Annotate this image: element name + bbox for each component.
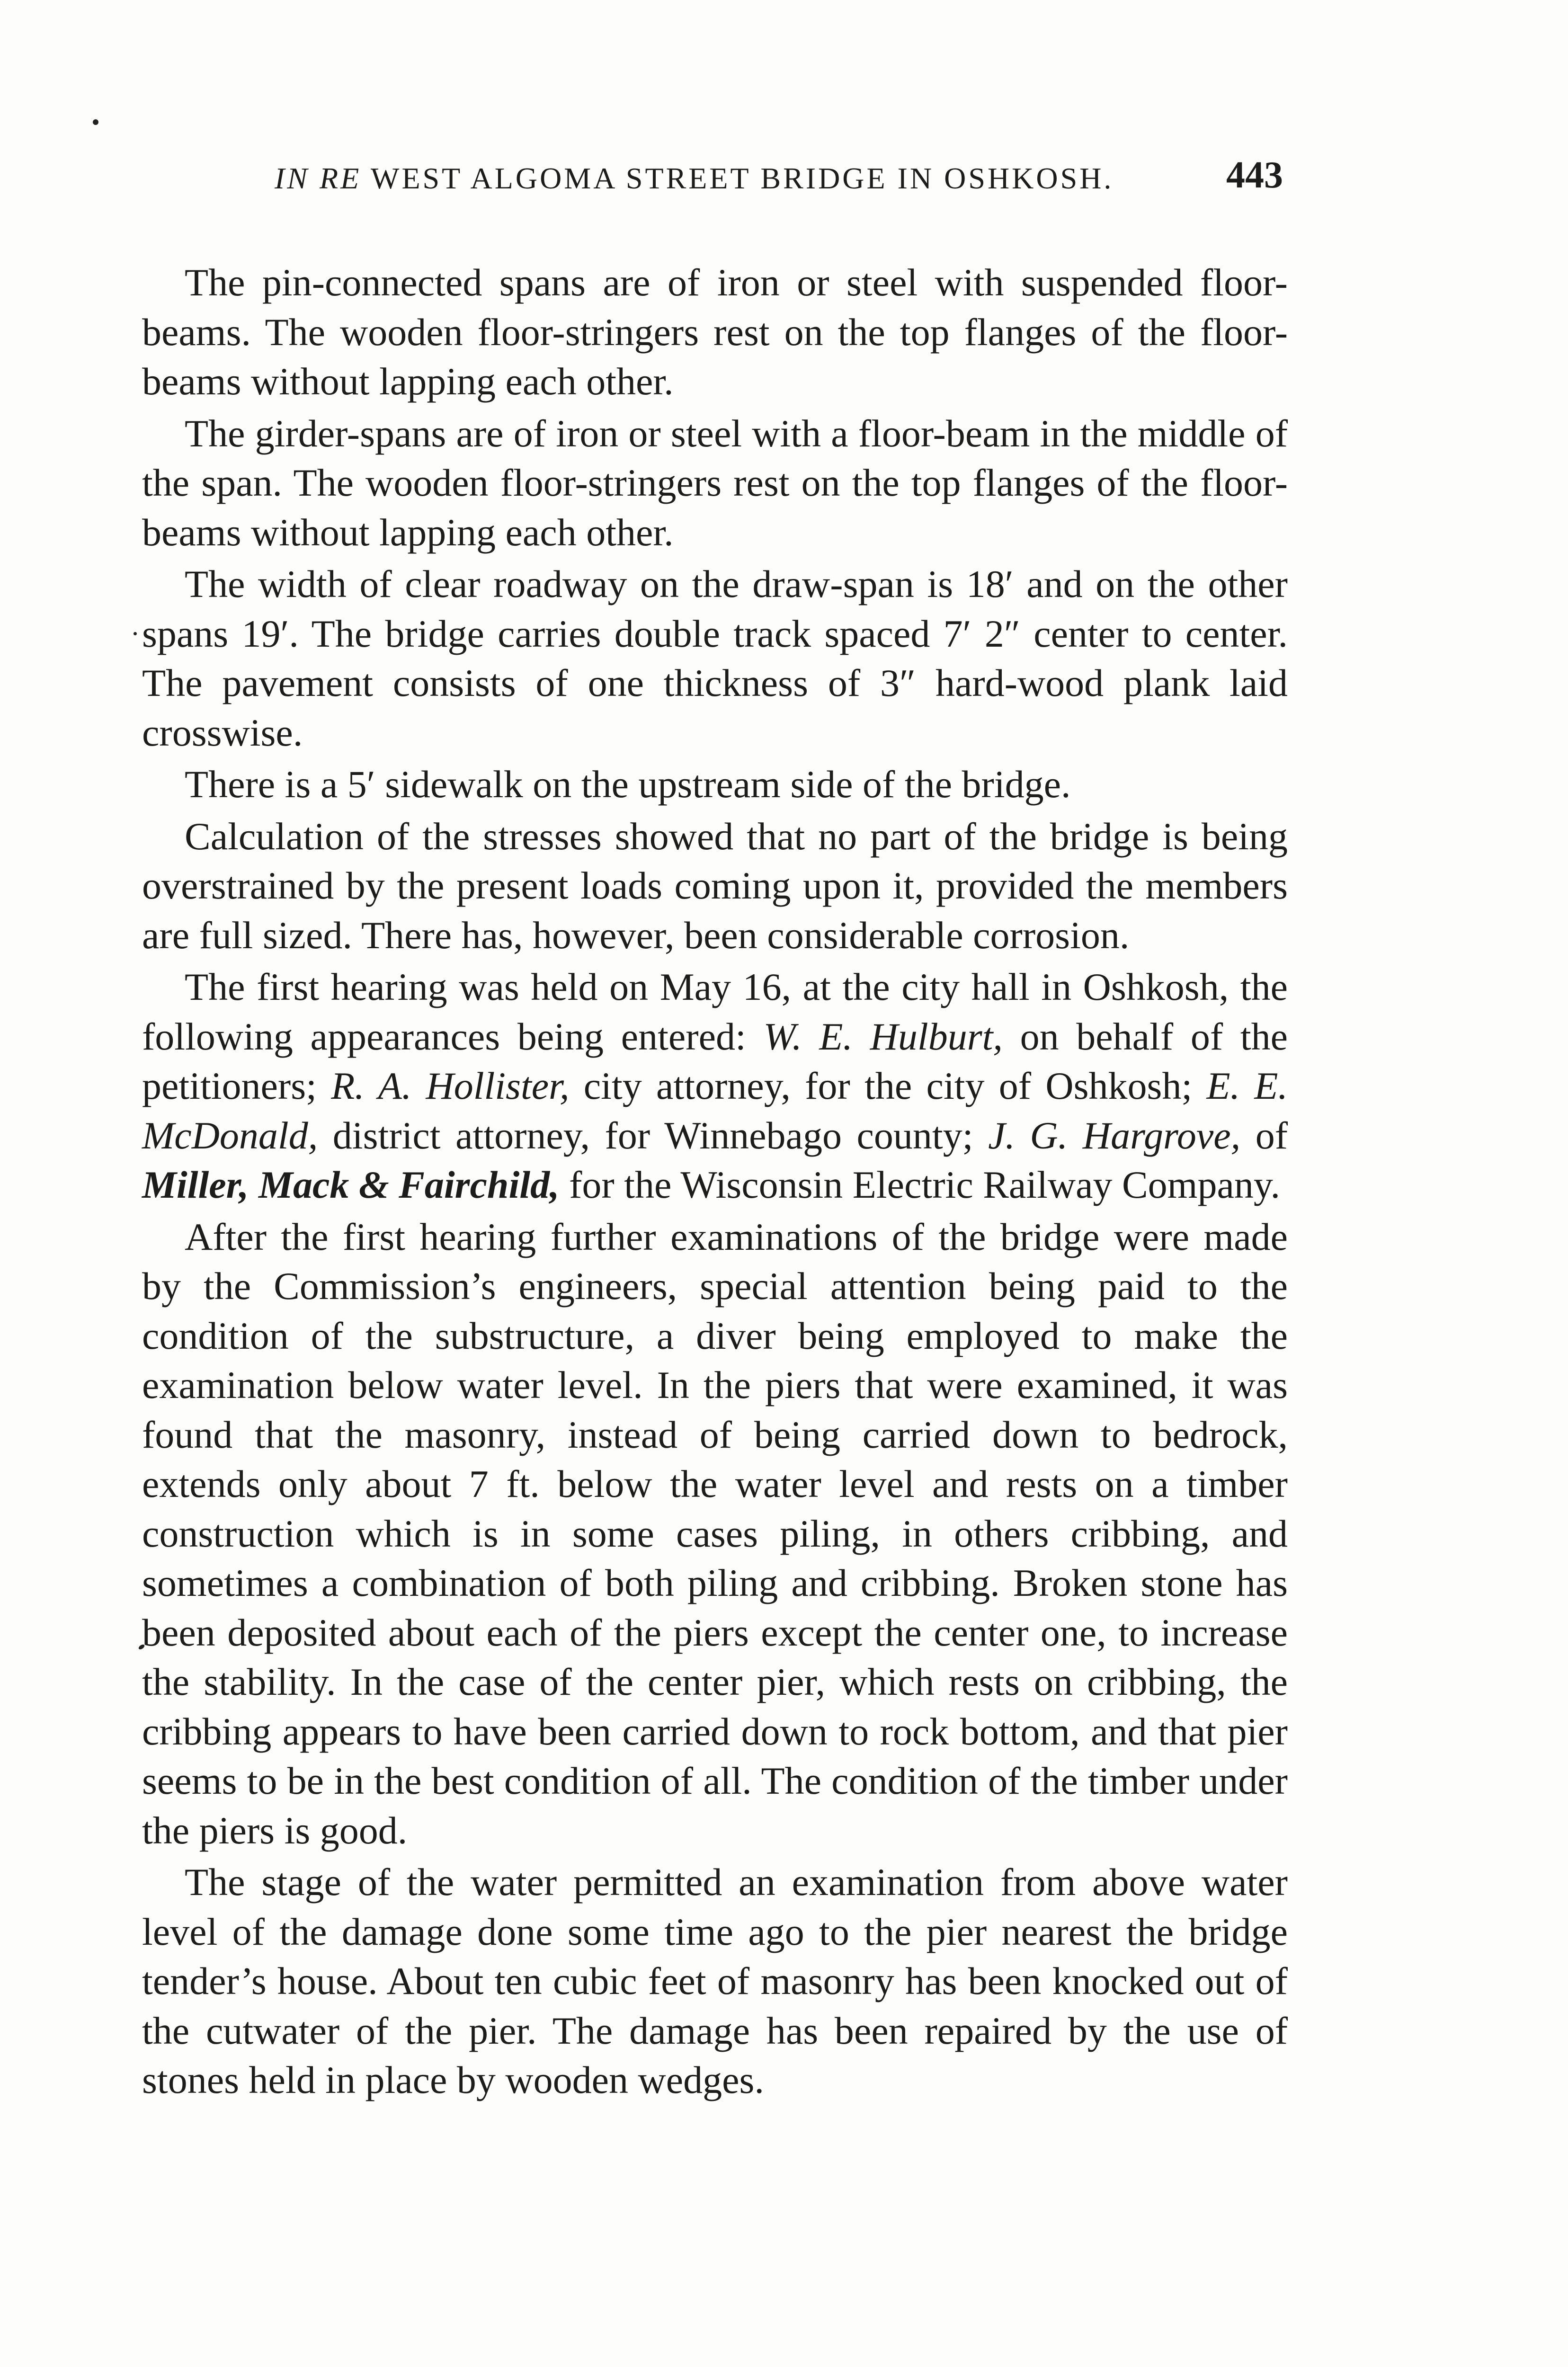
- running-head-italic: IN RE: [275, 161, 362, 195]
- scan-speck: [134, 632, 137, 635]
- firm-name: Miller, Mack & Fairchild,: [142, 1163, 560, 1206]
- paragraph: After the first hearing further examinations of the bridge were made by the Commission’s engineers, special attention being paid to the condition of the substructure, a diver being employed to make the examination below water level. In the piers that were examined, it was found that the masonry, instead of being carried down to bedrock, extends only about 7 ft. below the water level and rests on a timber construction which is in some cases piling, in others cribbing, and sometimes a combination of both piling and cribbing. Broken stone has been deposited about each of the piers except the center one, to increase the stability. In the case of the center pier, which rests on cribbing, the cribbing appears to have been carried down to rock bottom, and that pier seems to be in the best condition of all. The condition of the timber under the piers is good.: [142, 1215, 1288, 1852]
- text-run: city attorney, for the city of Oshkosh;: [569, 1064, 1207, 1107]
- running-head: [275, 161, 1278, 196]
- text-run: The first hearing was held on May 16, at the city hall in Oshkosh, the following appearances being entered:: [142, 965, 1288, 1058]
- person-name: J. G. Hargrove,: [988, 1113, 1241, 1157]
- body-text: [142, 258, 1288, 2108]
- paragraph: The stage of the water permitted an examination from above water level of the damage done some time ago to the pier nearest the bridge tender’s house. About ten cubic feet of masonry has been knocked out of the cutwater of the pier. The damage has been repaired by the use of stones held in place by wooden wedges.: [142, 1860, 1288, 2101]
- text-run: of: [1240, 1113, 1288, 1157]
- person-name: R. A. Hollister,: [331, 1064, 570, 1107]
- person-name: E. E. McDonald,: [142, 1064, 1288, 1157]
- text-run: for the Wisconsin Electric Railway Company.: [559, 1163, 1281, 1206]
- page-number: 443: [1226, 154, 1283, 196]
- person-name: W. E. Hulburt,: [763, 1014, 1003, 1058]
- paragraph: The width of clear roadway on the draw-span is 18′ and on the other spans 19′. The bridge carries double track spaced 7′ 2″ center to center. The pavement consists of one thickness of 3″ hard-wood plank laid crosswise.: [142, 562, 1288, 754]
- paragraph: Calculation of the stresses showed that no part of the bridge is being overstrained by the present loads coming upon it, provided the members are full sized. There has, however, been considerable corrosion.: [142, 814, 1288, 957]
- scan-speck: [93, 119, 98, 125]
- paragraph: The pin-connected spans are of iron or steel with suspended floor-beams. The wooden floor-stringers rest on the top flanges of the floor-beams without lapping each other.: [142, 261, 1288, 403]
- text-run: on behalf of the petitioners;: [142, 1014, 1288, 1107]
- running-head-title: WEST ALGOMA STREET BRIDGE IN OSHKOSH.: [361, 161, 1114, 195]
- paragraph-appearances: [142, 962, 1288, 1210]
- paragraph: There is a 5′ sidewalk on the upstream side of the bridge.: [185, 763, 1071, 806]
- text-run: district attorney, for Winnebago county;: [318, 1113, 989, 1157]
- paragraph: The girder-spans are of iron or steel with a floor-beam in the middle of the span. The wooden floor-stringers rest on the top flanges of the floor-beams without lapping each other.: [142, 411, 1288, 554]
